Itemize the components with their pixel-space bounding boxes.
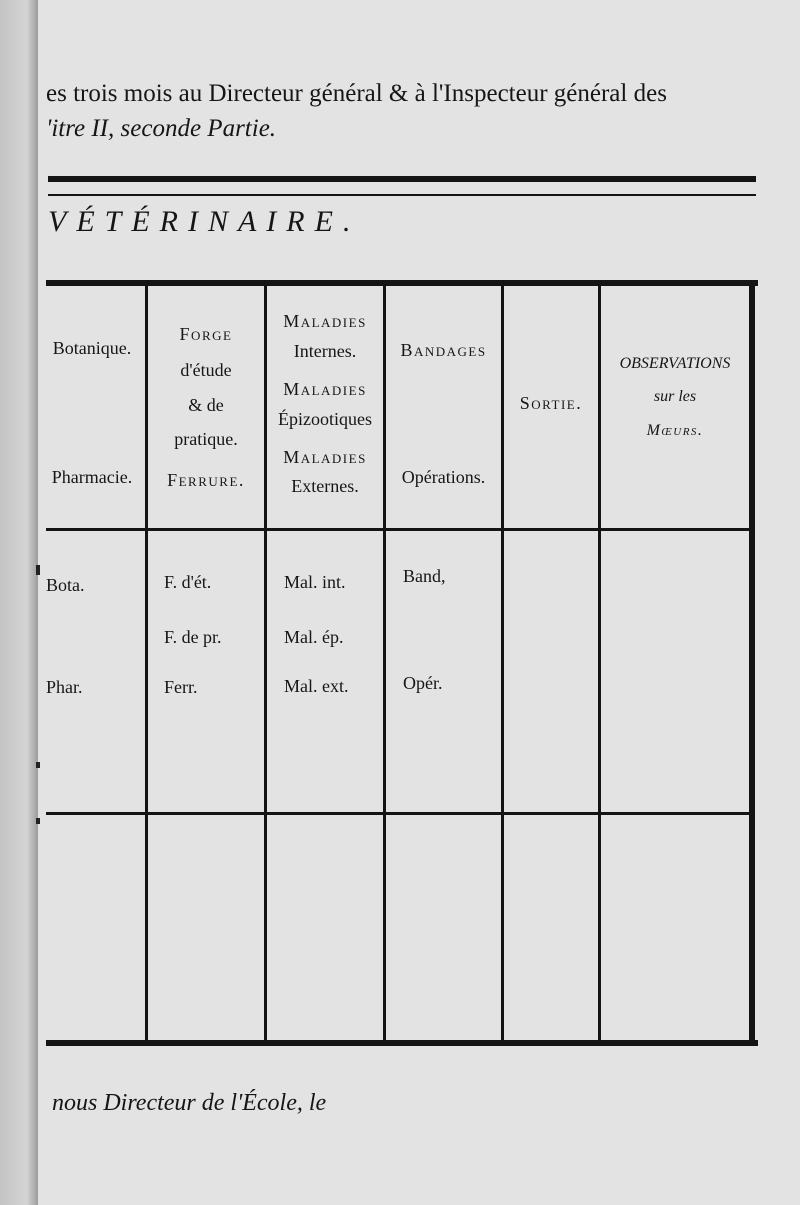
abbr-band: Band, <box>403 566 446 586</box>
header-rule-thick <box>48 176 756 182</box>
abbr-ferrure: Ferr. <box>164 677 198 697</box>
table-right-border <box>749 286 755 1042</box>
header-line-1: es trois mois au Directeur général & à l'Inspecteur général des <box>46 80 667 107</box>
row-divider <box>46 812 754 815</box>
abbr-phar: Phar. <box>46 677 83 697</box>
abbr-mal-ext: Mal. ext. <box>284 676 349 696</box>
binding-mark <box>36 762 40 768</box>
abbr-bota: Bota. <box>46 575 85 595</box>
abbr-forge-etude: F. d'ét. <box>164 572 212 592</box>
col-forge-detail-3: pratique. <box>174 429 238 449</box>
col-maladies-epizootiques-header: Maladies <box>283 379 367 399</box>
col-maladies-internes-header: Maladies <box>283 311 367 331</box>
col-maladies-epizootiques-sub: Épizootiques <box>278 409 372 429</box>
binding-mark <box>36 565 40 575</box>
col-maladies-internes-sub: Internes. <box>293 341 357 361</box>
header-line-2: 'itre II, seconde Partie. <box>46 115 277 142</box>
abbr-oper: Opér. <box>403 673 443 693</box>
col-forge-detail-1: d'étude <box>180 360 232 380</box>
book-gutter <box>0 0 38 1205</box>
footer-text: nous Directeur de l'École, le <box>52 1090 327 1116</box>
header-rule-thin <box>48 194 756 196</box>
header-row-divider <box>46 528 754 531</box>
table-bottom-border <box>46 1040 758 1046</box>
col-sortie-header: Sortie. <box>519 393 583 413</box>
col-observations-sub: sur les <box>653 388 697 405</box>
col-moeurs-header: Mœurs. <box>646 422 704 439</box>
col-ferrure-header: Ferrure. <box>167 470 245 490</box>
col-botanique-header: Botanique. <box>52 338 132 358</box>
section-title: VÉTÉRINAIRE. <box>48 205 361 238</box>
col-operations-header: Opérations. <box>401 467 486 487</box>
abbr-forge-pratique: F. de pr. <box>164 627 222 647</box>
col-pharmacie-header: Pharmacie. <box>51 467 133 487</box>
abbr-mal-ep: Mal. ép. <box>284 627 344 647</box>
col-forge-header: Forge <box>179 324 233 344</box>
col-forge-detail-2: & de <box>188 395 224 415</box>
binding-mark <box>36 818 40 824</box>
col-maladies-externes-sub: Externes. <box>291 476 359 496</box>
table-top-border <box>46 280 758 286</box>
col-bandages-header: Bandages <box>400 340 487 360</box>
col-observations-header: OBSERVATIONS <box>619 355 731 372</box>
column-divider <box>383 286 386 1042</box>
col-maladies-externes-header: Maladies <box>283 447 367 467</box>
abbr-mal-int: Mal. int. <box>284 572 346 592</box>
